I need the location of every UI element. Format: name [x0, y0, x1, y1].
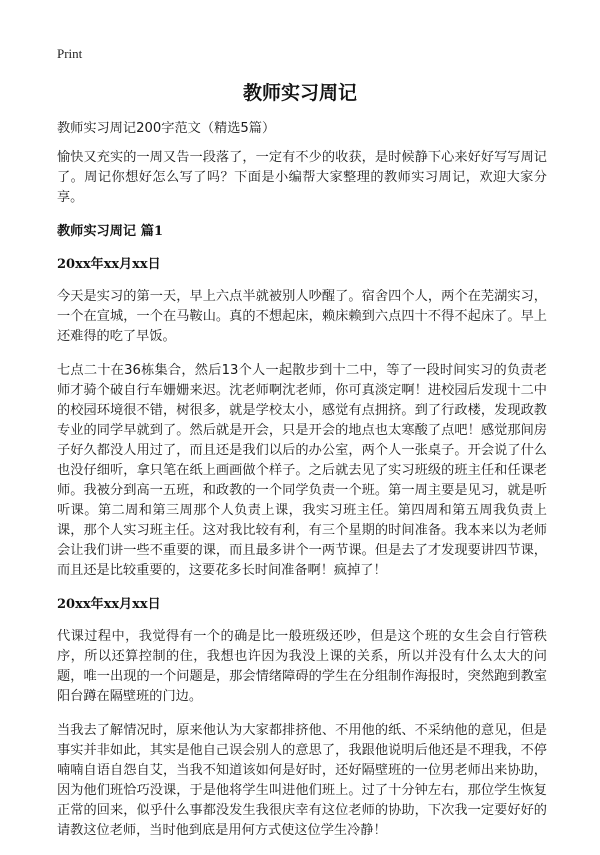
intro-paragraph: 愉快又充实的一周又告一段落了，一定有不少的收获，是时候静下心来好好写写周记了。周记你想好怎么写了吗？下面是小编帮大家整理的教师实习周记，欢迎大家分享。 [57, 150, 547, 205]
entry-paragraph: 当我去了解情况时，原来他认为大家都排挤他、不用他的纸、不采纳他的意见，但是事实并非如此，其实是他自己误会别人的意思了，我跟他说明后他还是不理我，不停喃喃自语自怨自艾，当我不知道该如何是好时，还好隔壁班的一位男老师出来协助，因为他们班恰巧没课，于是他将学生叫进他们班上。过了十分钟左右，那位学生恢复正常的回来，似乎什么事都没发生我很庆幸有这位老师的协助，下次我一定要好好的请教这位老师，当时他到底是用何方式使这位学生冷静！ [57, 723, 547, 838]
entry-paragraph: 代课过程中，我觉得有一个的确是比一般班级还吵，但是这个班的女生会自行管秩序，所以还算控制的住，我想也许因为我没上课的关系，所以并没有什么太大的问题，唯一出现的一个问题是，那会情绪障碍的学生在分组制作海报时，突然跑到教室阳台蹲在隔壁班的门边。 [57, 629, 547, 704]
entry-paragraph: 七点二十在36栋集合，然后13个人一起散步到十二中，等了一段时间实习的负责老师才骑个破自行车姗姗来迟。沈老师啊沈老师，你可真淡定啊！进校园后发现十二中的校园环境很不错，树很多，就是学校太小，感觉有点拥挤。到了行政楼，发现政教专业的同学早就到了。然后就是开会，只是开会的地点也太寒酸了点吧！感觉那间房子好久都没人用过了，而且还是我们以后的办公室，两个人一张桌子。开会说了什么也没仔细听，拿只笔在纸上画画做个样子。之后就去见了实习班级的班主任和任课老师。我被分到高一五班，和政教的一个同学负责一个班。第一周主要是见习，就是听听课。第二周和第三周那个人负责上课，我实习班主任。第四周和第五周我负责上课，那个人实习班主任。这对我比较有利，有三个星期的时间准备。我本来以为老师会让我们讲一些不重要的课，而且最多讲个一两节课。但是去了才发现要讲四节课，而且还是比较重要的，这要花多长时间准备啊！疯掉了！ [57, 363, 547, 578]
entry-date: 20xx年xx月xx日 [57, 257, 161, 272]
document-title: 教师实习周记 [242, 82, 357, 104]
document-subtitle: 教师实习周记200字范文（精选5篇） [57, 121, 276, 136]
section-heading: 教师实习周记 篇1 [57, 224, 164, 239]
entry-date: 20xx年xx月xx日 [57, 597, 161, 612]
document-body [57, 119, 547, 855]
entry-paragraph: 今天是实习的第一天，早上六点半就被别人吵醒了。宿舍四个人，两个在芜湖实习，一个在宣城，一个在马鞍山。真的不想起床，赖床赖到六点四十不得不起床了。早上还难得的吃了早饭。 [57, 289, 547, 344]
print-link[interactable]: Print [57, 46, 83, 61]
